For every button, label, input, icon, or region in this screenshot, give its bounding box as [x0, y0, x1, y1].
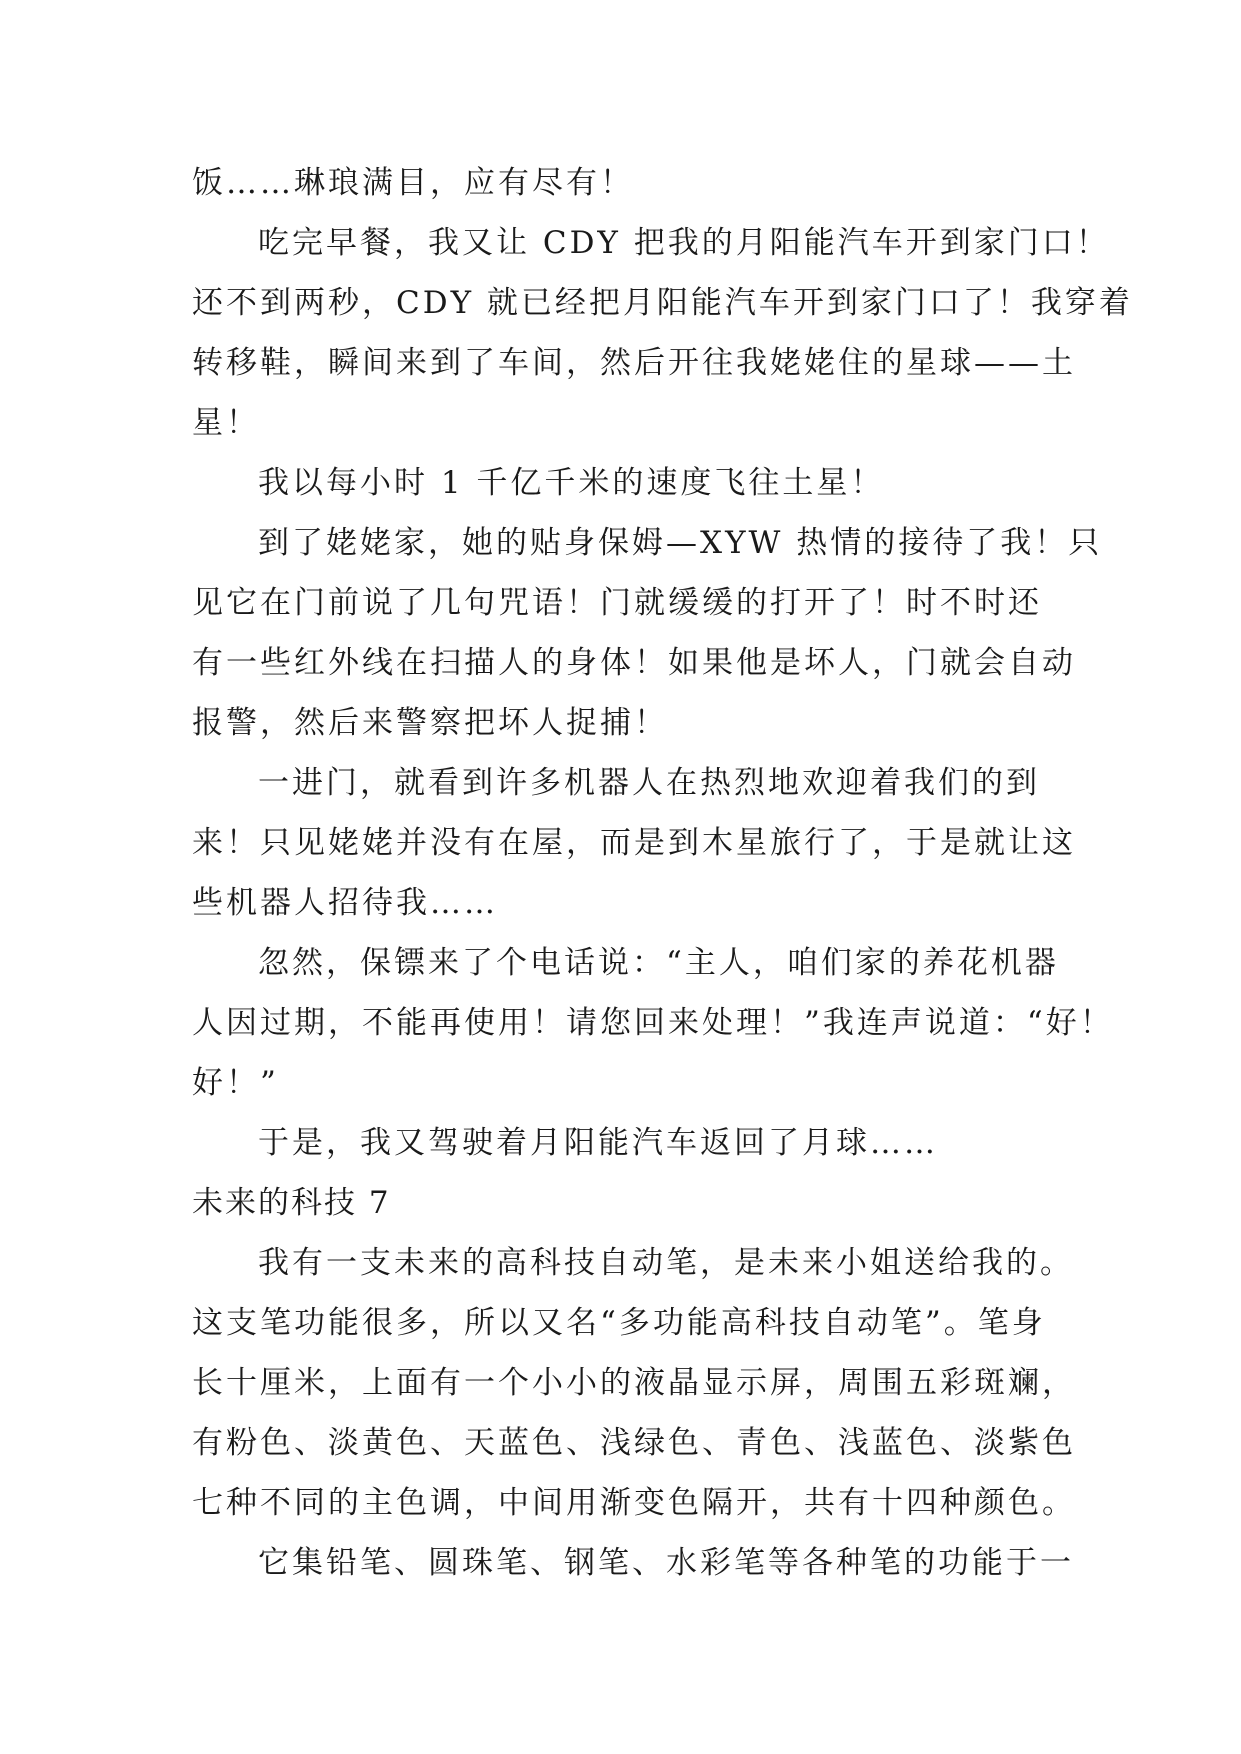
paragraph-line: 这支笔功能很多，所以又名“多功能高科技自动笔”。笔身: [192, 1305, 1046, 1341]
paragraph-line: 转移鞋，瞬间来到了车间，然后开往我姥姥住的星球——土: [192, 345, 1076, 381]
paragraph-line: 人因过期，不能再使用！请您回来处理！”我连声说道：“好！: [192, 1005, 1114, 1041]
paragraph-line: 报警，然后来警察把坏人捉捕！: [192, 705, 668, 741]
paragraph-line: 些机器人招待我……: [192, 885, 498, 921]
paragraph-line: 有一些红外线在扫描人的身体！如果他是坏人，门就会自动: [192, 645, 1076, 681]
section-title: 未来的科技 7: [192, 1185, 391, 1221]
paragraph-line: 长十厘米，上面有一个小小的液晶显示屏，周围五彩斑斓，: [192, 1365, 1076, 1401]
paragraph-line: 来！只见姥姥并没有在屋，而是到木星旅行了，于是就让这: [192, 825, 1076, 861]
paragraph-line: 吃完早餐，我又让 CDY 把我的月阳能汽车开到家门口！: [258, 225, 1110, 261]
paragraph-line: 好！”: [192, 1065, 279, 1101]
paragraph-line: 它集铅笔、圆珠笔、钢笔、水彩笔等各种笔的功能于一: [258, 1545, 1074, 1581]
paragraph-line: 饭……琳琅满目，应有尽有！: [192, 165, 634, 201]
paragraph-line: 一进门，就看到许多机器人在热烈地欢迎着我们的到: [258, 765, 1040, 801]
paragraph-line: 我以每小时 1 千亿千米的速度飞往土星！: [258, 465, 885, 501]
paragraph-line: 于是，我又驾驶着月阳能汽车返回了月球……: [258, 1125, 938, 1161]
paragraph-line: 有粉色、淡黄色、天蓝色、浅绿色、青色、浅蓝色、淡紫色: [192, 1425, 1076, 1461]
paragraph-line: 星！: [192, 405, 260, 441]
paragraph-line: 还不到两秒，CDY 就已经把月阳能汽车开到家门口了！我穿着: [192, 285, 1133, 321]
paragraph-line: 七种不同的主色调，中间用渐变色隔开，共有十四种颜色。: [192, 1485, 1076, 1521]
paragraph-line: 我有一支未来的高科技自动笔，是未来小姐送给我的。: [258, 1245, 1074, 1281]
paragraph-line: 到了姥姥家，她的贴身保姆—XYW 热情的接待了我！只: [258, 525, 1103, 561]
paragraph-line: 见它在门前说了几句咒语！门就缓缓的打开了！时不时还: [192, 585, 1042, 621]
paragraph-line: 忽然，保镖来了个电话说：“主人，咱们家的养花机器: [258, 945, 1059, 981]
document-page: [192, 153, 1133, 1593]
